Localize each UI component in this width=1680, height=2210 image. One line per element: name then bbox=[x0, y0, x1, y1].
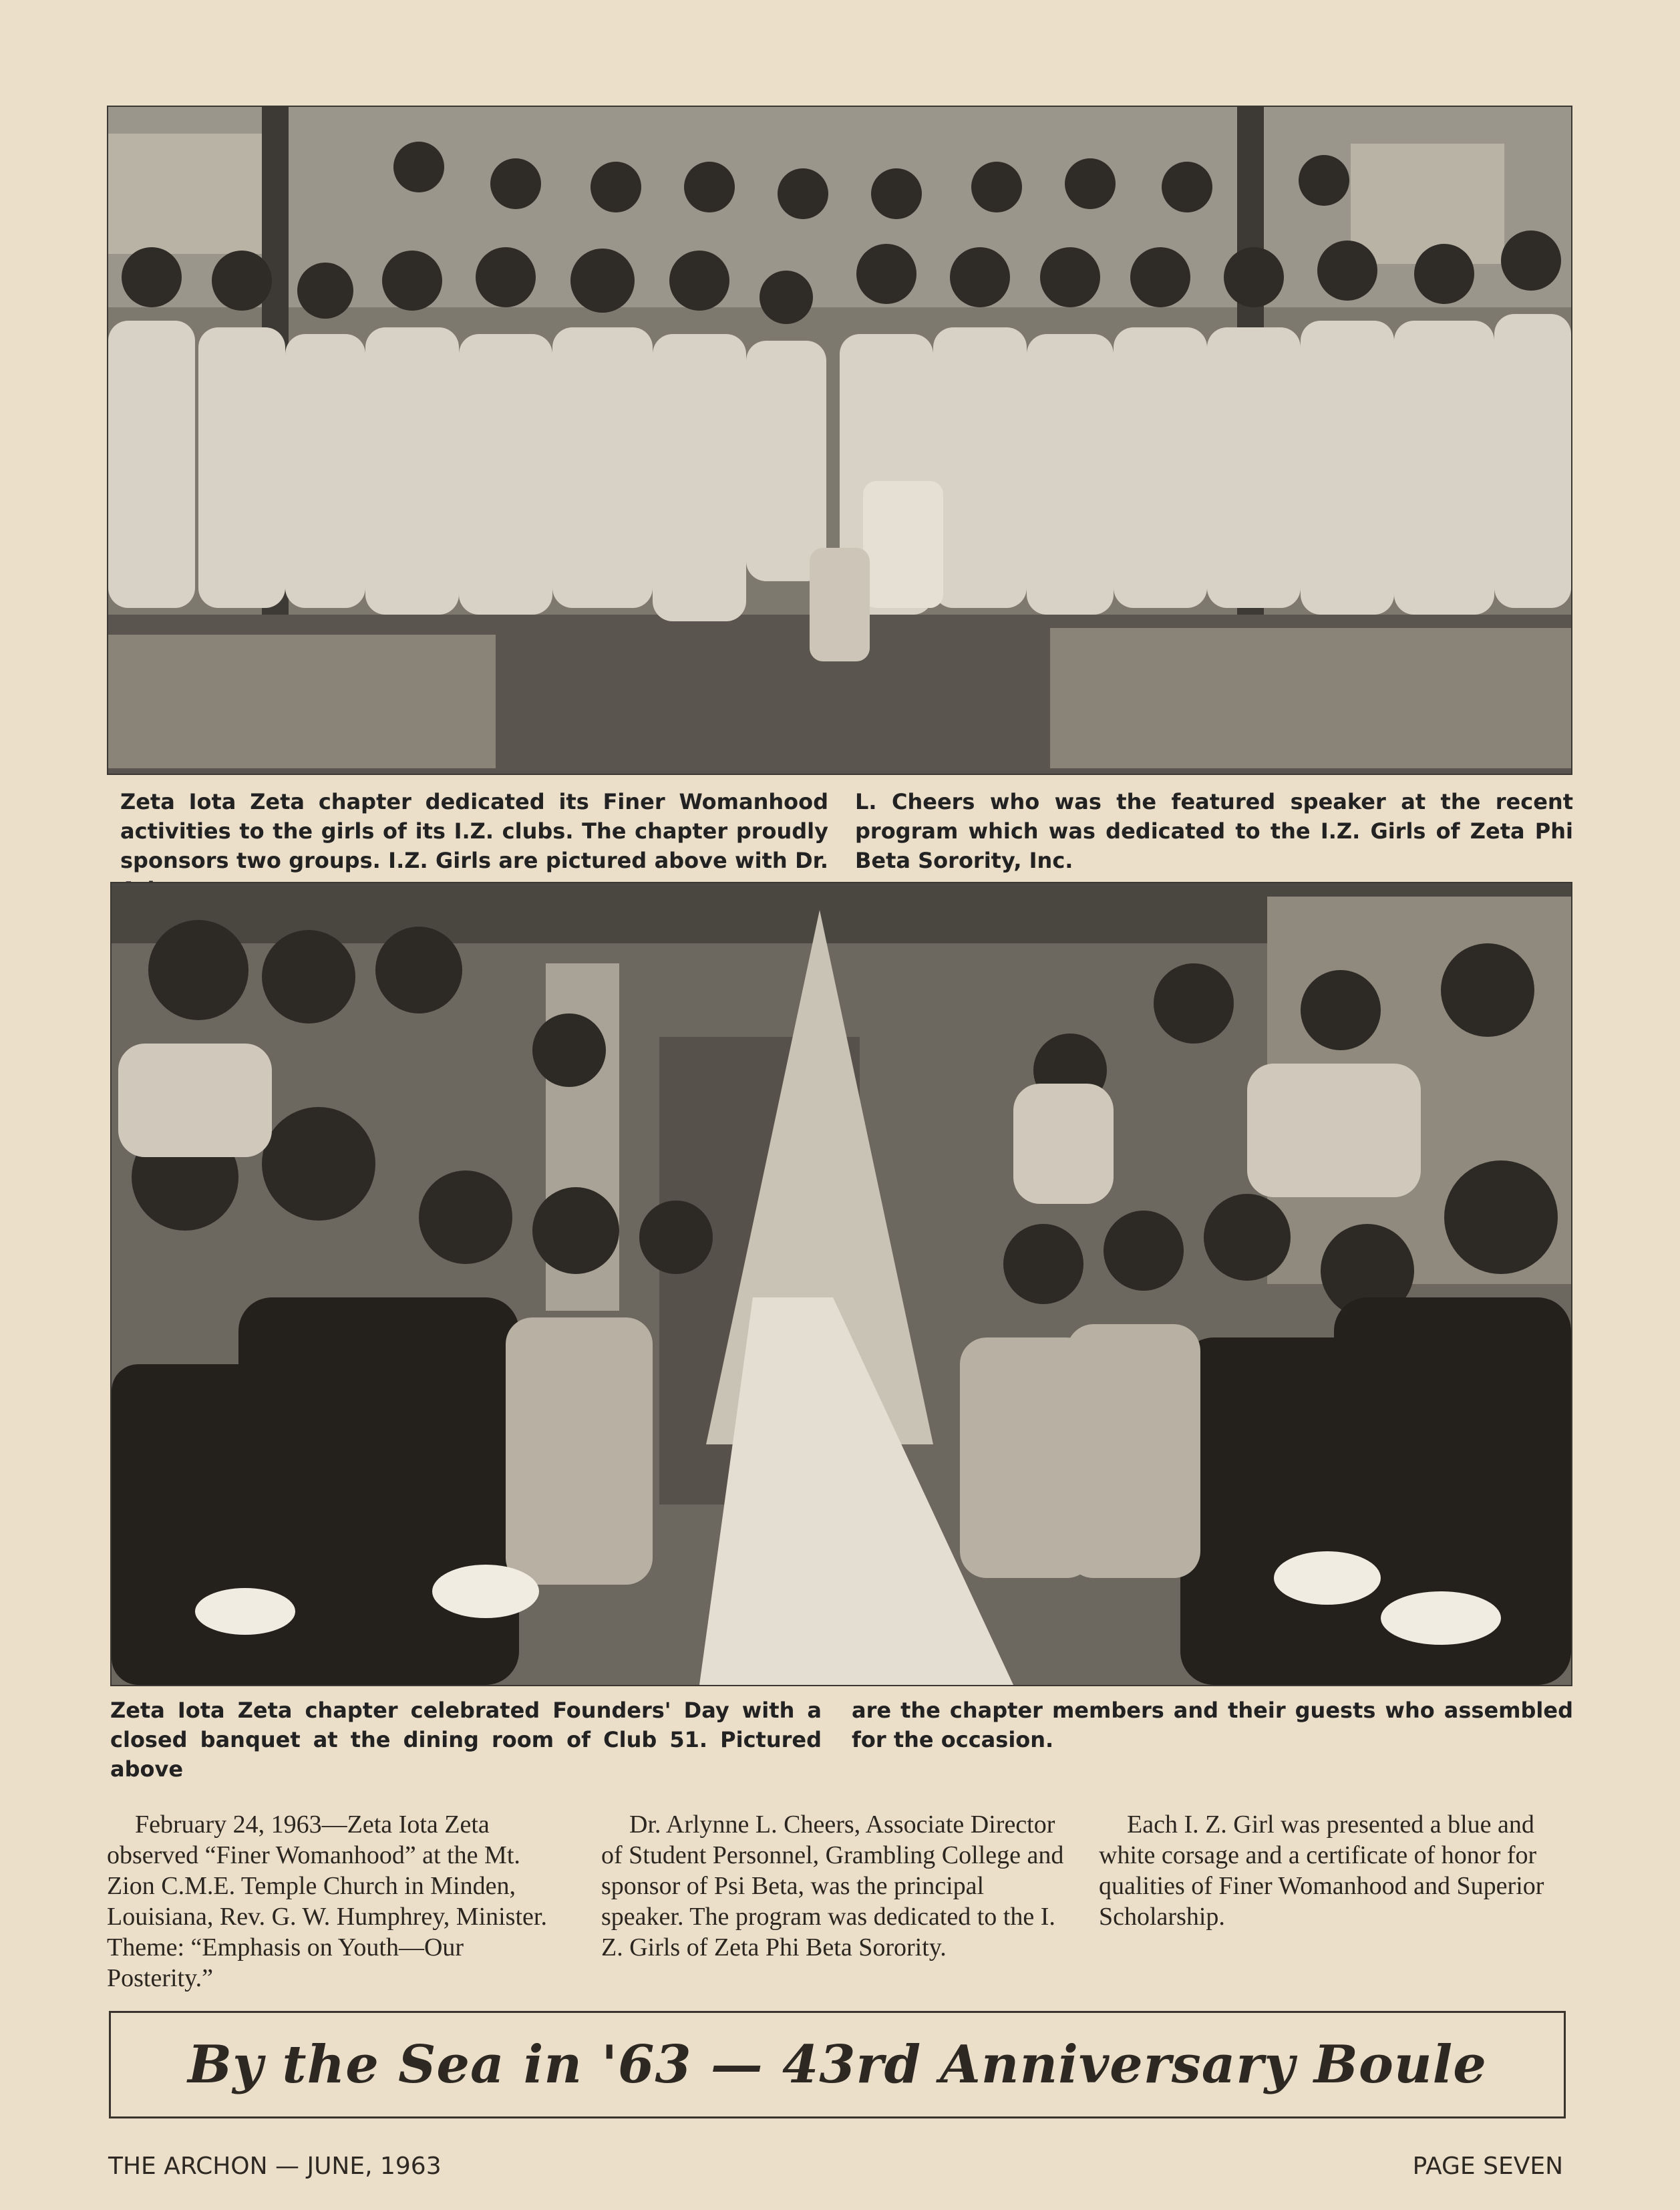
footer-page-number: PAGE SEVEN bbox=[1412, 2153, 1563, 2180]
caption-bottom-left: Zeta Iota Zeta chapter celebrated Founders' Day with a closed banquet at the dining room of Club 51. Pictured above bbox=[110, 1698, 822, 1782]
article-column-1: February 24, 1963—Zeta Iota Zeta observed “Finer Womanhood” at the Mt. Zion C.M.E. Temple Church in Minden, Louisiana, Rev. G. W. Humphrey, Minister. Theme: “Emphasis on Youth—Our Posterity.” bbox=[107, 1810, 547, 1992]
boule-banner-text: By the Sea in '63 — 43rd Anniversary Boule bbox=[188, 2034, 1487, 2095]
boule-banner bbox=[109, 2011, 1566, 2118]
photo-iz-girls-group bbox=[107, 106, 1572, 775]
photo-iz-girls-group-illustration bbox=[108, 107, 1571, 774]
photo-founders-day-banquet-illustration bbox=[112, 883, 1571, 1685]
caption-bottom-right: are the chapter members and their guests who assembled for the occasion. bbox=[852, 1698, 1573, 1752]
photo-founders-day-banquet bbox=[110, 882, 1572, 1686]
footer-publication: THE ARCHON — JUNE, 1963 bbox=[108, 2153, 442, 2180]
caption-top-right: L. Cheers who was the featured speaker at the recent program which was dedicated to the I.Z. Girls of Zeta Phi Beta Sorority, Inc. bbox=[855, 789, 1573, 873]
caption-top-left: Zeta Iota Zeta chapter dedicated its Finer Womanhood activities to the girls of its I.Z. clubs. The chapter proudly sponsors two groups. I.Z. Girls are pictured above with Dr. bbox=[120, 789, 828, 873]
article-column-3: Each I. Z. Girl was presented a blue and white corsage and a certificate of honor for qualities of Finer Womanhood and Superior Scholarship. bbox=[1099, 1810, 1544, 1931]
article-column-2: Dr. Arlynne L. Cheers, Associate Director of Student Personnel, Grambling College and sponsor of Psi Beta, was the principal speaker. The program was dedicated to the I. Z. Girls of Zeta Phi Beta Sorority. bbox=[601, 1810, 1064, 1961]
